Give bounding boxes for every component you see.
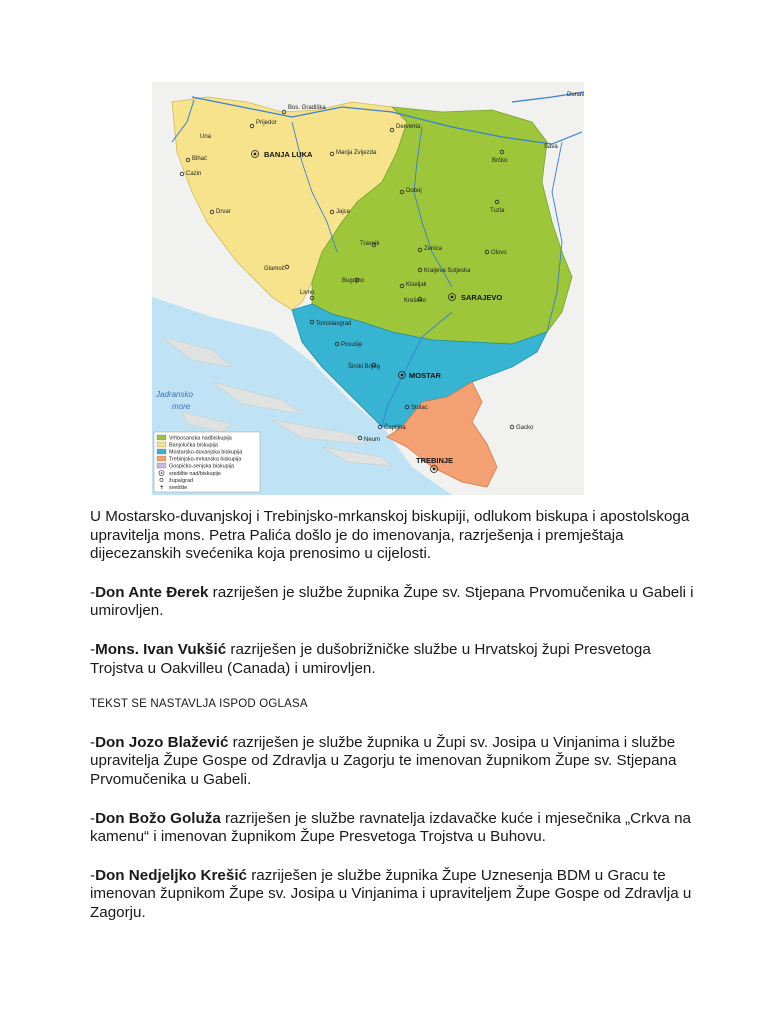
priest-name: Don Nedjeljko Krešić xyxy=(95,866,247,884)
city-label: Bihać xyxy=(192,156,208,162)
entry-text: razriješen je službe župnika u Župi sv. Josipa u Vinjanima i službe upravitelja Župe Gospe od Zdravlja u Zagorju te imenovan župnikom Župe sv. Stjepana Prvomučenika u Gabeli. xyxy=(90,733,677,788)
city-label: Cazin xyxy=(186,171,202,177)
city-label: Drvar xyxy=(216,209,231,215)
city-label: Bugojno xyxy=(342,278,365,284)
city-label: Prijedor xyxy=(256,120,277,126)
river-label-una: Una xyxy=(200,134,212,140)
city-label: Glamoč xyxy=(264,266,285,272)
city-label: Kiseljak xyxy=(406,282,427,288)
legend-label: Banjolučka biskupija xyxy=(169,442,218,449)
city-label: Livno xyxy=(300,290,315,296)
river-label-sava: Sava xyxy=(544,144,558,150)
sea-label-2: more xyxy=(172,402,191,411)
city-label: Široki Brijeg xyxy=(348,364,381,370)
legend-label: Vrhbosanska nadbiskupija xyxy=(169,435,232,442)
entry-prefix: - xyxy=(90,640,96,658)
priest-name: Don Ante Đerek xyxy=(95,583,209,601)
city-trebinje: TREBINJE xyxy=(416,456,454,465)
city-label: Zenica xyxy=(424,246,443,252)
entry-prefix: - xyxy=(90,809,96,827)
city-label: Derventa xyxy=(396,124,421,130)
priest-name: Don Božo Goluža xyxy=(95,809,221,827)
entry-paragraph xyxy=(90,641,700,678)
entry-paragraph xyxy=(90,734,700,790)
city-label: Tuzla xyxy=(490,208,505,214)
entry-text: razriješen je službe župnika Župe Uznesenja BDM u Gracu te imenovan župnikom Župe sv. Josipa u Vinjanima i upraviteljem Župe Gospe od Zdravlja u Zagorju. xyxy=(90,866,692,921)
city-label: Jajce xyxy=(336,209,351,215)
entry-paragraph xyxy=(90,810,700,847)
city-label: Tomislavgrad xyxy=(316,321,352,327)
city-label: Brčko xyxy=(492,158,508,164)
city-label: Kreševo xyxy=(404,298,427,304)
intro-paragraph: U Mostarsko-duvanjskoj i Trebinjsko-mrkanskoj biskupiji, odlukom biskupa i apostolskoga upravitelja mons. Petra Palića došlo je do imenovanja, razrješenja i premještaja dijecezanskih svećenika koja prenosimo u cijelosti. xyxy=(90,508,690,563)
entry-paragraph xyxy=(90,867,700,923)
entry-paragraph xyxy=(90,584,700,621)
legend-label: Mostarsko-duvanjska biskupija xyxy=(169,449,243,456)
priest-name: Don Jozo Blažević xyxy=(95,733,229,751)
entry-prefix: - xyxy=(90,733,96,751)
city-label: Travnik xyxy=(360,241,380,247)
city-mostar: MOSTAR xyxy=(409,371,441,380)
legend-label: Trebinjsko-mrkanska biskupija xyxy=(169,456,242,463)
city-label: Bos. Gradiška xyxy=(288,105,326,111)
diocese-map xyxy=(152,82,584,495)
city-label: Kraljeva Sutjeska xyxy=(424,268,471,274)
shrine-icon: ✝ xyxy=(159,485,165,491)
sea-label: Jadransko xyxy=(156,390,193,399)
ad-continuation-note: TEKST SE NASTAVLJA ISPOD OGLASA xyxy=(90,698,308,711)
legend-label: župa/grad xyxy=(169,478,193,484)
entry-prefix: - xyxy=(90,866,96,884)
city-label: Doboj xyxy=(406,188,422,194)
city-label: Marija Zvijezda xyxy=(336,150,377,156)
legend-label: Gospićko-senjska biskupija xyxy=(169,463,235,470)
city-label: Neum xyxy=(364,437,381,443)
city-label: Posušje xyxy=(341,342,363,348)
article-body xyxy=(90,508,700,943)
map-legend xyxy=(154,432,260,492)
city-label: Čapljina xyxy=(384,425,406,431)
entry-text: razriješen je službe župnika Župe sv. Stjepana Prvomučenika u Gabeli i umirovljen. xyxy=(90,583,694,620)
city-label: Olovo xyxy=(491,250,507,256)
legend-label: središte nad/biskupije xyxy=(169,471,221,477)
legend-label: svetište xyxy=(169,485,188,491)
entry-text: razriješen je službe ravnatelja izdavačke kuće i mjesečnika „Crkva na kamenu“ i imenovan župnikom Župe Presvetoga Trojstva u Buhovu. xyxy=(90,809,691,846)
entry-text: razriješen je dušobrižničke službe u Hrvatskoj župi Presvetoga Trojstva u Oakvilleu (Canada) i umirovljen. xyxy=(90,640,651,677)
city-banja-luka: BANJA LUKA xyxy=(264,150,313,159)
city-label: Stolac xyxy=(411,405,428,411)
city-sarajevo: SARAJEVO xyxy=(461,293,503,302)
entry-prefix: - xyxy=(90,583,96,601)
city-label: Gacko xyxy=(516,425,534,431)
river-label-dunav: Dunav xyxy=(567,92,584,98)
priest-name: Mons. Ivan Vukšić xyxy=(95,640,227,658)
